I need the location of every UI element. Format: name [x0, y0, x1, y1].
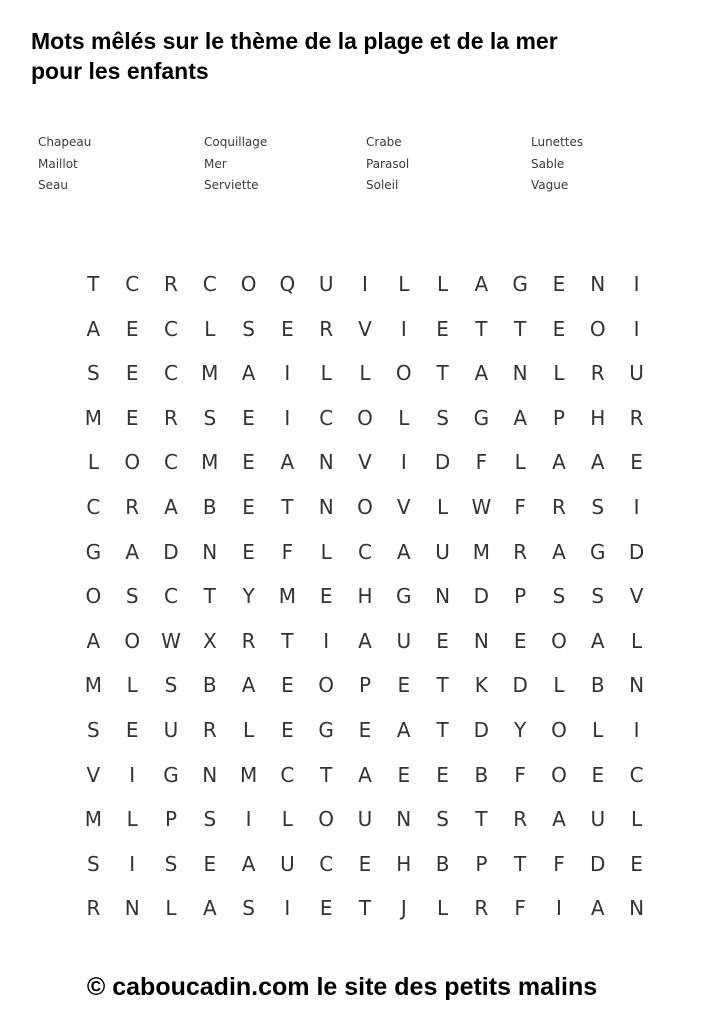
grid-letter: G	[590, 539, 606, 564]
grid-letter: A	[590, 896, 605, 921]
grid-letter: G	[163, 762, 179, 787]
grid-letter: A	[86, 628, 101, 653]
grid-letter: E	[125, 316, 139, 341]
grid-letter: E	[242, 539, 255, 564]
grid-letter: S	[203, 807, 217, 832]
grid-letter: R	[241, 628, 256, 653]
grid-letter: E	[552, 272, 566, 296]
grid-letter: L	[87, 450, 99, 475]
grid-letter: N	[318, 450, 334, 475]
grid-letter: V	[86, 762, 101, 787]
grid-letter: C	[202, 272, 217, 296]
grid-letter: N	[202, 762, 218, 787]
grid-letter: S	[242, 316, 255, 341]
grid-letter: A	[241, 673, 256, 698]
grid-letter: U	[318, 272, 334, 296]
grid-letter: S	[436, 807, 449, 832]
grid-letter: T	[203, 584, 216, 609]
grid-letter: C	[629, 762, 644, 787]
grid-letter: O	[240, 272, 257, 296]
grid-letter: E	[552, 316, 566, 341]
grid-letter: L	[359, 361, 371, 386]
grid-letter: P	[552, 405, 565, 430]
grid-letter: C	[357, 539, 372, 564]
grid-letter: T	[475, 807, 488, 832]
grid-letter: O	[85, 584, 102, 609]
grid-letter: R	[319, 316, 334, 341]
grid-letter: S	[87, 361, 100, 386]
grid-letter: O	[318, 807, 335, 832]
grid-letter: O	[357, 494, 373, 519]
word-list-item: Coquillage	[204, 135, 268, 149]
grid-letter: A	[396, 717, 411, 742]
grid-letter: E	[281, 316, 294, 341]
grid-letter: M	[239, 762, 258, 787]
grid-letter: L	[320, 361, 332, 386]
grid-letter: O	[357, 405, 373, 430]
grid-letter: S	[552, 584, 566, 609]
grid-letter: E	[436, 628, 449, 653]
grid-letter: P	[514, 584, 527, 609]
grid-letter: N	[629, 673, 645, 698]
grid-letter: T	[320, 762, 333, 787]
footer-text: © caboucadin.com le site des petits malins	[86, 973, 598, 1001]
grid-letter: L	[630, 807, 643, 832]
grid-letter: A	[513, 405, 527, 430]
grid-letter: P	[475, 851, 488, 876]
grid-letter: S	[591, 584, 605, 609]
grid-letter: T	[436, 717, 449, 742]
grid-letter: M	[84, 673, 103, 698]
grid-letter: L	[243, 717, 255, 742]
word-list-item: Parasol	[366, 156, 410, 171]
grid-letter: L	[204, 316, 216, 341]
grid-letter: P	[164, 807, 178, 832]
grid-letter: E	[125, 405, 139, 430]
grid-letter: K	[474, 673, 488, 698]
grid-letter: E	[125, 717, 139, 742]
grid-letter: E	[319, 584, 333, 609]
grid-letter: A	[358, 628, 372, 653]
grid-letter: H	[396, 851, 412, 876]
grid-letter: R	[125, 494, 140, 519]
grid-letter: B	[590, 673, 605, 698]
grid-letter: M	[201, 450, 219, 475]
word-list-item: Mer	[204, 156, 227, 171]
grid-letter: M	[472, 539, 490, 564]
grid-letter: F	[281, 539, 294, 564]
grid-letter: T	[436, 361, 449, 386]
grid-letter: I	[400, 450, 407, 475]
word-list	[38, 133, 678, 198]
grid-letter: U	[435, 539, 450, 564]
grid-letter: E	[358, 851, 372, 876]
grid-letter: D	[628, 539, 645, 564]
grid-letter: L	[436, 896, 449, 921]
grid-letter: B	[202, 673, 217, 698]
letter-grid	[74, 267, 656, 936]
grid-letter: D	[434, 450, 451, 475]
grid-letter: N	[629, 896, 645, 921]
grid-letter: I	[284, 361, 291, 386]
grid-letter: C	[164, 361, 178, 386]
grid-letter: E	[203, 851, 217, 876]
grid-letter: C	[164, 584, 178, 609]
grid-letter: S	[203, 405, 217, 430]
grid-letter: L	[398, 272, 410, 296]
grid-letter: S	[164, 673, 178, 698]
grid-letter: O	[551, 628, 567, 653]
grid-letter: B	[202, 494, 217, 519]
grid-letter: N	[318, 494, 334, 519]
grid-letter: G	[396, 584, 412, 609]
grid-letter: L	[126, 673, 138, 698]
word-list-item: Vague	[531, 178, 569, 192]
grid-letter: E	[513, 628, 527, 653]
grid-letter: I	[556, 896, 562, 921]
grid-letter: L	[126, 807, 138, 832]
grid-letter: C	[164, 450, 178, 475]
word-list-item: Lunettes	[531, 135, 584, 149]
grid-letter: A	[590, 450, 605, 475]
grid-letter: G	[473, 405, 490, 430]
grid-letter: S	[87, 717, 100, 742]
grid-letter: S	[164, 851, 178, 876]
grid-letter: I	[362, 272, 368, 296]
grid-letter: L	[436, 272, 449, 296]
grid-letter: U	[629, 361, 644, 386]
grid-letter: T	[281, 494, 294, 519]
grid-letter: I	[323, 628, 330, 653]
grid-letter: U	[280, 851, 295, 876]
grid-letter: A	[474, 361, 489, 386]
grid-letter: R	[86, 896, 101, 921]
grid-letter: E	[436, 316, 449, 341]
grid-letter: D	[163, 539, 179, 564]
grid-letter: R	[513, 807, 528, 832]
grid-letter: I	[400, 316, 407, 341]
grid-letter: G	[85, 539, 102, 564]
grid-letter: E	[125, 361, 139, 386]
grid-letter: A	[280, 450, 295, 475]
grid-letter: L	[281, 807, 293, 832]
grid-letter: P	[358, 673, 371, 698]
grid-letter: W	[471, 494, 492, 519]
grid-letter: A	[552, 539, 566, 564]
grid-letter: T	[281, 628, 294, 653]
word-list-item: Crabe	[366, 135, 402, 149]
grid-letter: I	[129, 851, 136, 876]
grid-letter: D	[473, 584, 490, 609]
grid-letter: N	[590, 272, 606, 296]
grid-letter: V	[629, 584, 644, 609]
grid-letter: L	[398, 405, 410, 430]
grid-letter: R	[164, 272, 178, 296]
grid-letter: E	[591, 762, 605, 787]
grid-letter: E	[397, 673, 411, 698]
grid-letter: T	[514, 851, 527, 876]
grid-letter: R	[164, 405, 178, 430]
grid-letter: R	[202, 717, 217, 742]
grid-letter: R	[474, 896, 489, 921]
grid-letter: M	[84, 405, 103, 430]
grid-letter: C	[164, 316, 178, 341]
grid-letter: N	[473, 628, 489, 653]
grid-letter: N	[124, 896, 140, 921]
grid-letter: U	[396, 628, 412, 653]
grid-letter: O	[124, 628, 141, 653]
grid-letter: A	[241, 361, 256, 386]
grid-letter: I	[633, 494, 640, 519]
grid-letter: R	[590, 361, 605, 386]
grid-letter: O	[395, 361, 412, 386]
grid-letter: I	[633, 717, 640, 742]
grid-letter: C	[319, 405, 334, 430]
grid-letter: M	[278, 584, 297, 609]
grid-letter: V	[358, 316, 372, 341]
word-list-item: Seau	[38, 178, 68, 192]
grid-letter: C	[86, 494, 101, 519]
grid-letter: A	[358, 762, 372, 787]
grid-letter: L	[514, 450, 526, 475]
grid-letter: H	[590, 405, 606, 430]
grid-letter: L	[165, 896, 177, 921]
grid-letter: N	[202, 539, 218, 564]
grid-letter: E	[358, 717, 372, 742]
grid-letter: D	[590, 851, 606, 876]
grid-letter: C	[125, 272, 140, 296]
word-list-item: Chapeau	[38, 135, 92, 149]
grid-letter: L	[436, 494, 449, 519]
grid-letter: A	[474, 272, 489, 296]
footer-copyright	[0, 970, 724, 1004]
grid-letter: W	[161, 628, 181, 653]
grid-letter: E	[242, 450, 255, 475]
grid-letter: A	[86, 316, 101, 341]
grid-letter: V	[358, 450, 372, 475]
grid-letter: I	[245, 807, 252, 832]
grid-letter: C	[319, 851, 334, 876]
grid-letter: I	[284, 896, 291, 921]
grid-letter: T	[514, 316, 527, 341]
grid-letter: N	[435, 584, 451, 609]
grid-letter: L	[320, 539, 332, 564]
grid-letter: G	[512, 272, 528, 296]
grid-letter: O	[551, 762, 567, 787]
grid-letter: F	[553, 851, 565, 876]
grid-letter: E	[242, 405, 255, 430]
grid-letter: E	[436, 762, 449, 787]
grid-letter: Y	[514, 717, 527, 742]
grid-letter: T	[87, 272, 100, 296]
grid-letter: A	[125, 539, 140, 564]
grid-letter: A	[396, 539, 411, 564]
grid-letter: E	[319, 896, 333, 921]
grid-letter: O	[318, 673, 335, 698]
title-line-2: pour les enfants	[31, 58, 209, 84]
grid-letter: A	[552, 450, 566, 475]
grid-letter: S	[591, 494, 605, 519]
grid-letter: I	[129, 762, 136, 787]
grid-letter: U	[357, 807, 373, 832]
grid-letter: U	[163, 717, 179, 742]
word-list-item: Maillot	[38, 156, 78, 171]
grid-letter: E	[630, 450, 643, 475]
grid-letter: B	[435, 851, 450, 876]
title-line-1: Mots mêlés sur le thème de la plage et de la mer	[31, 28, 558, 54]
grid-letter: A	[590, 628, 605, 653]
grid-letter: L	[630, 628, 643, 653]
word-list-item: Serviette	[204, 178, 259, 192]
grid-letter: I	[633, 316, 640, 341]
grid-letter: E	[281, 673, 294, 698]
grid-letter: O	[589, 316, 606, 341]
grid-letter: G	[318, 717, 334, 742]
grid-letter: O	[124, 450, 141, 475]
grid-letter: D	[512, 673, 528, 698]
grid-letter: T	[436, 673, 449, 698]
grid-letter: S	[87, 851, 100, 876]
grid-letter: Y	[242, 584, 255, 609]
grid-letter: F	[514, 762, 526, 787]
grid-letter: T	[475, 316, 488, 341]
grid-letter: L	[553, 673, 565, 698]
grid-letter: E	[630, 851, 643, 876]
grid-letter: I	[633, 272, 640, 296]
grid-letter: X	[202, 628, 217, 653]
grid-letter: E	[242, 494, 255, 519]
grid-letter: R	[629, 405, 644, 430]
grid-letter: R	[513, 539, 528, 564]
grid-letter: S	[242, 896, 255, 921]
grid-letter: N	[512, 361, 528, 386]
grid-letter: N	[396, 807, 412, 832]
grid-letter: L	[592, 717, 604, 742]
grid-letter: S	[436, 405, 449, 430]
grid-letter: A	[164, 494, 178, 519]
grid-letter: U	[590, 807, 606, 832]
grid-letter: M	[201, 361, 219, 386]
grid-letter: L	[553, 361, 565, 386]
word-list-item: Soleil	[366, 178, 399, 192]
grid-letter: I	[284, 405, 291, 430]
grid-letter: F	[514, 896, 526, 921]
grid-letter: A	[552, 807, 566, 832]
grid-letter: O	[551, 717, 567, 742]
grid-letter: C	[280, 762, 295, 787]
grid-letter: H	[357, 584, 373, 609]
grid-letter: R	[552, 494, 566, 519]
grid-letter: E	[397, 762, 411, 787]
grid-letter: A	[241, 851, 256, 876]
grid-letter: J	[400, 896, 407, 921]
grid-letter: A	[202, 896, 217, 921]
grid-letter: V	[396, 494, 411, 519]
grid-letter: E	[281, 717, 294, 742]
grid-letter: F	[514, 494, 526, 519]
grid-letter: B	[474, 762, 489, 787]
page-title	[31, 26, 711, 86]
grid-letter: F	[475, 450, 488, 475]
word-list-item: Sable	[531, 156, 565, 171]
grid-letter: M	[84, 807, 103, 832]
grid-letter: Q	[279, 272, 296, 296]
grid-letter: S	[125, 584, 139, 609]
grid-letter: T	[358, 896, 372, 921]
grid-letter: D	[473, 717, 490, 742]
